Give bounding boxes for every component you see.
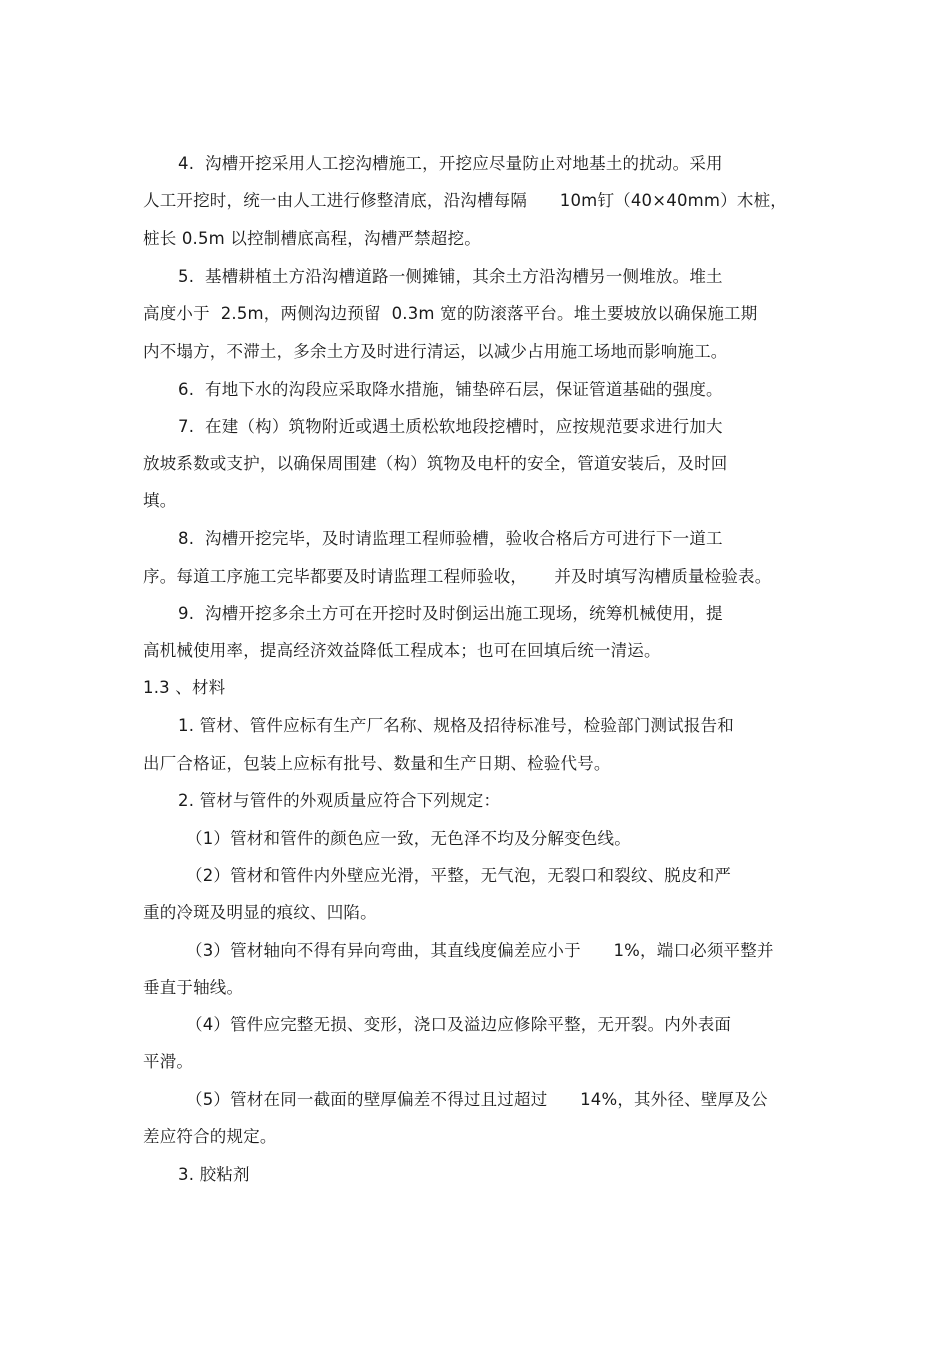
section-heading: 1.3 、材料 <box>143 678 226 697</box>
text-line: 人工开挖时，统一由人工进行修整清底，沿沟槽每隔 10m钉（40×40mm）木桩， <box>143 191 788 210</box>
text-line: 5. 基槽耕植土方沿沟槽道路一侧摊铺，其余土方沿沟槽另一侧堆放。堆土 <box>178 267 723 286</box>
text-line: 高机械使用率，提高经济效益降低工程成本；也可在回填后统一清运。 <box>143 641 661 660</box>
text-line: 7. 在建（构）筑物附近或遇土质松软地段挖槽时，应按规范要求进行加大 <box>178 417 723 436</box>
text-line: 放坡系数或支护，以确保周围建（构）筑物及电杆的安全，管道安装后，及时回 <box>143 454 728 473</box>
text-line: 重的冷斑及明显的痕纹、凹陷。 <box>143 903 377 922</box>
text-line: 填。 <box>143 491 177 510</box>
text-line: 2. 管材与管件的外观质量应符合下列规定： <box>178 791 501 810</box>
text-line: 3. 胶粘剂 <box>178 1165 250 1184</box>
text-line: 6. 有地下水的沟段应采取降水措施，铺垫碎石层，保证管道基础的强度。 <box>178 380 723 399</box>
text-line: （5）管材在同一截面的壁厚偏差不得过且过超过 14%，其外径、壁厚及公 <box>186 1090 768 1109</box>
text-line: 差应符合的规定。 <box>143 1127 277 1146</box>
text-line: （4）管件应完整无损、变形，浇口及溢边应修除平整，无开裂。内外表面 <box>186 1015 732 1034</box>
text-line: 4. 沟槽开挖采用人工挖沟槽施工，开挖应尽量防止对地基土的扰动。采用 <box>178 154 723 173</box>
text-line: 垂直于轴线。 <box>143 978 244 997</box>
text-line: 8. 沟槽开挖完毕，及时请监理工程师验槽，验收合格后方可进行下一道工 <box>178 529 723 548</box>
text-line: 桩长 0.5m 以控制槽底高程，沟槽严禁超挖。 <box>143 229 481 248</box>
text-line: 平滑。 <box>143 1052 194 1071</box>
text-line: （3）管材轴向不得有异向弯曲，其直线度偏差应小于 1%，端口必须平整并 <box>186 941 774 960</box>
text-line: （2）管材和管件内外壁应光滑，平整，无气泡，无裂口和裂纹、脱皮和严 <box>186 866 732 885</box>
text-line: 高度小于 2.5m，两侧沟边预留 0.3m 宽的防滚落平台。堆土要坡放以确保施工期 <box>143 304 758 323</box>
text-line: 内不塌方，不滞土，多余土方及时进行清运，以减少占用施工场地而影响施工。 <box>143 342 728 361</box>
text-line: （1）管材和管件的颜色应一致，无色泽不均及分解变色线。 <box>186 829 631 848</box>
text-line: 序。每道工序施工完毕都要及时请监理工程师验收， 并及时填写沟槽质量检验表。 <box>143 567 772 586</box>
text-line: 9. 沟槽开挖多余土方可在开挖时及时倒运出施工现场，统筹机械使用，提 <box>178 604 723 623</box>
text-line: 1. 管材、管件应标有生产厂名称、规格及招待标准号，检验部门测试报告和 <box>178 716 734 735</box>
text-line: 出厂合格证，包装上应标有批号、数量和生产日期、检验代号。 <box>143 754 611 773</box>
